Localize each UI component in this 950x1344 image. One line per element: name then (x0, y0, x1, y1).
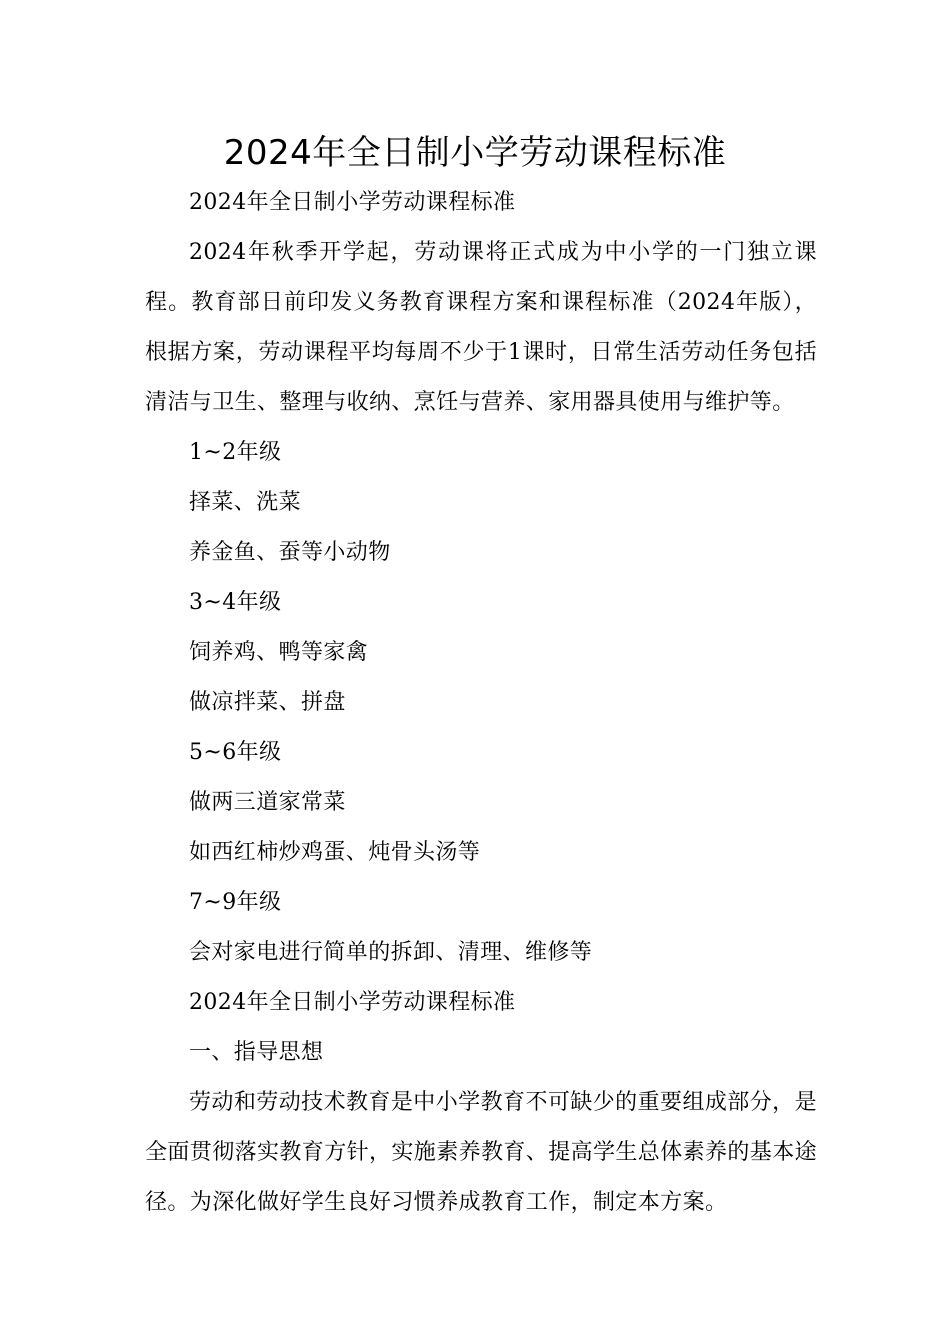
document-body (145, 178, 817, 1228)
paragraph-guiding-ideology: 劳动和劳动技术教育是中小学教育不可缺少的重要组成部分，是全面贯彻落实教育方针，实施素养教育、提高学生总体素养的基本途径。为深化做好学生良好习惯养成教育工作，制定本方案。 (145, 1090, 818, 1215)
section-title: 2024年全日制小学劳动课程标准 (189, 990, 516, 1015)
list-item: 饲养鸡、鸭等家禽 (189, 640, 369, 665)
grade-heading-3-4: 3~4年级 (189, 590, 282, 615)
paragraph-subtitle: 2024年全日制小学劳动课程标准 (189, 190, 516, 215)
list-item: 养金鱼、蚕等小动物 (189, 540, 391, 565)
document-title: 2024年全日制小学劳动课程标准 (223, 133, 727, 173)
grade-heading-7-9: 7~9年级 (189, 890, 282, 915)
grade-heading-5-6: 5~6年级 (189, 740, 282, 765)
list-item: 做两三道家常菜 (189, 790, 346, 815)
grade-heading-1-2: 1~2年级 (189, 440, 282, 465)
list-item: 做凉拌菜、拼盘 (189, 690, 346, 715)
section-heading-guiding-ideology: 一、指导思想 (189, 1040, 324, 1065)
paragraph-intro: 2024年秋季开学起，劳动课将正式成为中小学的一门独立课程。教育部日前印发义务教育课程方案和课程标准（2024年版），根据方案，劳动课程平均每周不少于1课时，日常生活劳动任务包括清洁与卫生、整理与收纳、烹饪与营养、家用器具使用与维护等。 (145, 240, 817, 415)
list-item: 如西红柿炒鸡蛋、炖骨头汤等 (189, 840, 481, 865)
list-item: 择菜、洗菜 (189, 490, 302, 515)
list-item: 会对家电进行简单的拆卸、清理、维修等 (189, 940, 593, 965)
